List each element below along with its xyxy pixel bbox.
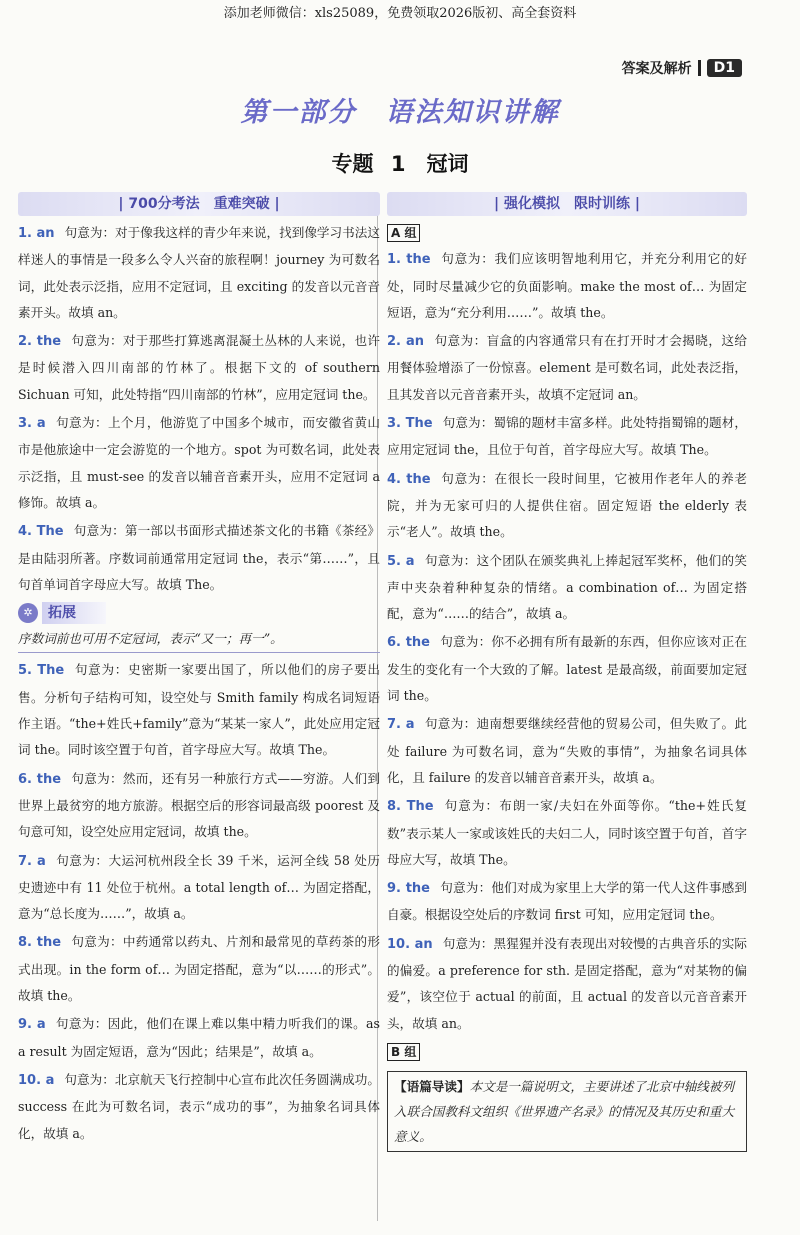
answer-explanation: 句意为：对于像我这样的青少年来说，找到像学习书法这样迷人的事情是一段多么令人兴奋的旅程啊！journey 为可数名词，此处表示泛指，应用不定冠词，且 exciting 的发音以元音音素开头。故填 an。 xyxy=(18,225,380,320)
answer-item xyxy=(18,328,380,408)
answer-explanation: 句意为：在很长一段时间里，它被用作老年人的养老院，并为无家可归的人提供住宿。固定短语 the elderly 表示“老人”。故填 the。 xyxy=(387,470,748,540)
answer-item xyxy=(387,410,747,464)
answer-number: 4. the xyxy=(387,471,431,487)
header-divider xyxy=(698,60,701,76)
extension-header xyxy=(18,602,380,624)
answer-explanation: 句意为：迪南想要继续经营他的贸易公司，但失败了。此处 failure 为可数名词，意为“失败的事情”，为抽象名词具体化，且 failure 的发音以辅音音素开头，故填 a。 xyxy=(387,716,747,785)
answer-number: 3. a xyxy=(18,416,46,432)
left-section-banner: | 700分考法 重难突破 | xyxy=(18,192,380,216)
part-title: 第一部分 语法知识讲解 xyxy=(240,97,560,128)
answer-item xyxy=(18,657,380,763)
right-section-banner: | 强化模拟 限时训练 | xyxy=(387,192,747,216)
answer-explanation: 句意为：北京航天飞行控制中心宣布此次任务圆满成功。success 在此为可数名词，表示“成功的事”，为抽象名词具体化，故填 a。 xyxy=(18,1071,381,1141)
answer-number: 1. the xyxy=(387,252,431,268)
page-badge: D1 xyxy=(707,59,742,77)
answer-explanation: 句意为：黑猩猩并没有表现出对较慢的古典音乐的实际的偏爱。a preference for sth. 是固定搭配，意为“对某物的偏爱”，该空位于 actual 的前面，且 actual 的发音以元音音素开头，故填 an。 xyxy=(387,935,747,1031)
passage-guide xyxy=(387,1071,747,1152)
answer-number: 8. The xyxy=(387,799,434,815)
answer-explanation: 句意为：蜀锦的题材丰富多样。此处特指蜀锦的题材，应用定冠词 the，且位于句首，首字母应大写。故填 The。 xyxy=(387,415,748,458)
answer-number: 6. the xyxy=(18,771,62,787)
answer-number: 5. a xyxy=(387,553,415,569)
answer-item xyxy=(387,548,747,628)
answer-explanation: 句意为：布朗一家/夫妇在外面等你。“the+姓氏复数”表示某人一家或该姓氏的夫妇二人，同时该空置于句首，首字母应大写，故填 The。 xyxy=(387,798,747,867)
answer-item xyxy=(387,466,747,546)
answer-item xyxy=(387,246,747,326)
page-header xyxy=(622,58,742,78)
answer-number: 2. an xyxy=(387,334,424,350)
answer-item xyxy=(387,328,747,408)
header-label: 答案及解析 xyxy=(621,61,692,77)
answer-number: 8. the xyxy=(18,935,62,951)
passage-guide-label: 【语篇导读】 xyxy=(394,1079,470,1095)
answer-number: 10. an xyxy=(387,936,433,952)
answer-item xyxy=(18,929,380,1009)
answer-number: 4. The xyxy=(18,524,64,540)
answer-number: 9. a xyxy=(18,1017,46,1033)
answer-number: 5. The xyxy=(18,663,65,679)
extension-icon: ✲ xyxy=(18,603,38,623)
right-column xyxy=(387,192,747,1152)
answer-item xyxy=(18,1011,380,1065)
answer-item xyxy=(18,1067,380,1147)
answer-item xyxy=(387,629,747,709)
answer-explanation: 句意为：你不必拥有所有最新的东西，但你应该对正在发生的变化有一个大致的了解。latest 是最高级，前面要加定冠词 the。 xyxy=(387,634,748,704)
top-note: 添加老师微信：xls25089，免费领取2026版初、高全套资料 xyxy=(223,6,577,21)
answer-number: 6. the xyxy=(387,635,430,651)
answer-explanation: 句意为：然而，还有另一种旅行方式——穷游。人们到世界上最贫穷的地方旅游。根据空后的形容词最高级 poorest 及句意可知，设空处应用定冠词，故填 the。 xyxy=(18,770,381,840)
extension-label: 拓展 xyxy=(42,602,106,624)
answer-number: 2. the xyxy=(18,334,62,350)
answer-explanation: 句意为：史密斯一家要出国了，所以他们的房子要出售。分析句子结构可知，设空处与 Smith family 构成名词短语作主语。“the+姓氏+family”意为“某某一家人”，此处应用定冠词 the。同时该空置于句首，首字母应大写。故填 The。 xyxy=(18,662,380,758)
answer-explanation: 句意为：这个团队在颁奖典礼上捧起冠军奖杯，他们的笑声中夹杂着种种复杂的情绪。a combination of… 为固定搭配，意为“……的结合”，故填 a。 xyxy=(387,552,747,622)
passage-guide-text: 本文是一篇说明文，主要讲述了北京中轴线被列入联合国教科文组织《世界遗产名录》的情况及其历史和重大意义。 xyxy=(394,1079,735,1145)
answer-number: 10. a xyxy=(18,1072,55,1088)
group-a-label: A 组 xyxy=(387,224,420,242)
answer-explanation: 句意为：大运河杭州段全长 39 千米，运河全线 58 处历史遗迹中有 11 处位于杭州。a total length of… 为固定搭配，意为“总长度为……”，故填 a。 xyxy=(18,852,380,922)
answer-explanation: 句意为：对于那些打算逃离混凝土丛林的人来说，也许是时候潜入四川南部的竹林了。根据下文的 of southern Sichuan 可知，此处特指“四川南部的竹林”，应用定冠词 the。 xyxy=(18,333,381,402)
answer-explanation: 句意为：因此，他们在课上难以集中精力听我们的课。as a result 为固定短语，意为“因此；结果是”，故填 a。 xyxy=(18,1016,380,1059)
answer-number: 9. the xyxy=(387,881,430,897)
answer-item xyxy=(387,793,747,873)
answer-item xyxy=(18,220,380,326)
answer-explanation: 句意为：我们应该明智地利用它，并充分利用它的好处，同时尽量减少它的负面影响。make the most of… 为固定短语，意为“充分利用……”。故填 the。 xyxy=(387,251,748,320)
answer-number: 7. a xyxy=(18,853,46,869)
left-column xyxy=(18,192,380,1149)
answer-item xyxy=(18,766,380,846)
answer-number: 7. a xyxy=(387,717,415,733)
answer-item xyxy=(18,410,380,516)
answer-number: 3. The xyxy=(387,416,433,432)
group-b-label: B 组 xyxy=(387,1043,420,1061)
answer-explanation: 句意为：上个月，他游览了中国多个城市，而安徽省黄山市是他旅途中一定会游览的一个地方。spot 为可数名词，此处表示泛指，且 must-see 的发音以辅音音素开头，应用不定冠词 a 修饰。故填 a。 xyxy=(18,415,380,510)
answer-number: 1. an xyxy=(18,226,55,241)
answer-item xyxy=(18,518,380,598)
extension-text: 序数词前也可用不定冠词，表示“又一；再一”。 xyxy=(18,626,380,653)
answer-item xyxy=(18,848,380,928)
answer-explanation: 句意为：中药通常以药丸、片剂和最常见的草药茶的形式出现。in the form of… 为固定搭配，意为“以……的形式”。故填 the。 xyxy=(18,934,381,1004)
answer-item xyxy=(387,711,747,791)
answer-explanation: 句意为：第一部以书面形式描述茶文化的书籍《茶经》是由陆羽所著。序数词前通常用定冠词 the，表示“第……”，且句首单词首字母应大写。故填 The。 xyxy=(18,523,380,592)
topic-title: 专题 1 冠词 xyxy=(331,152,469,176)
answer-item xyxy=(387,875,747,929)
answer-explanation: 句意为：盲盒的内容通常只有在打开时才会揭晓，这给用餐体验增添了一份惊喜。element 是可数名词，此处表泛指，且其发音以元音音素开头，故填不定冠词 an。 xyxy=(387,333,748,402)
answer-item xyxy=(387,931,747,1037)
answer-explanation: 句意为：他们对成为家里上大学的第一代人这件事感到自豪。根据设空处后的序数词 first 可知，应用定冠词 the。 xyxy=(387,880,748,923)
